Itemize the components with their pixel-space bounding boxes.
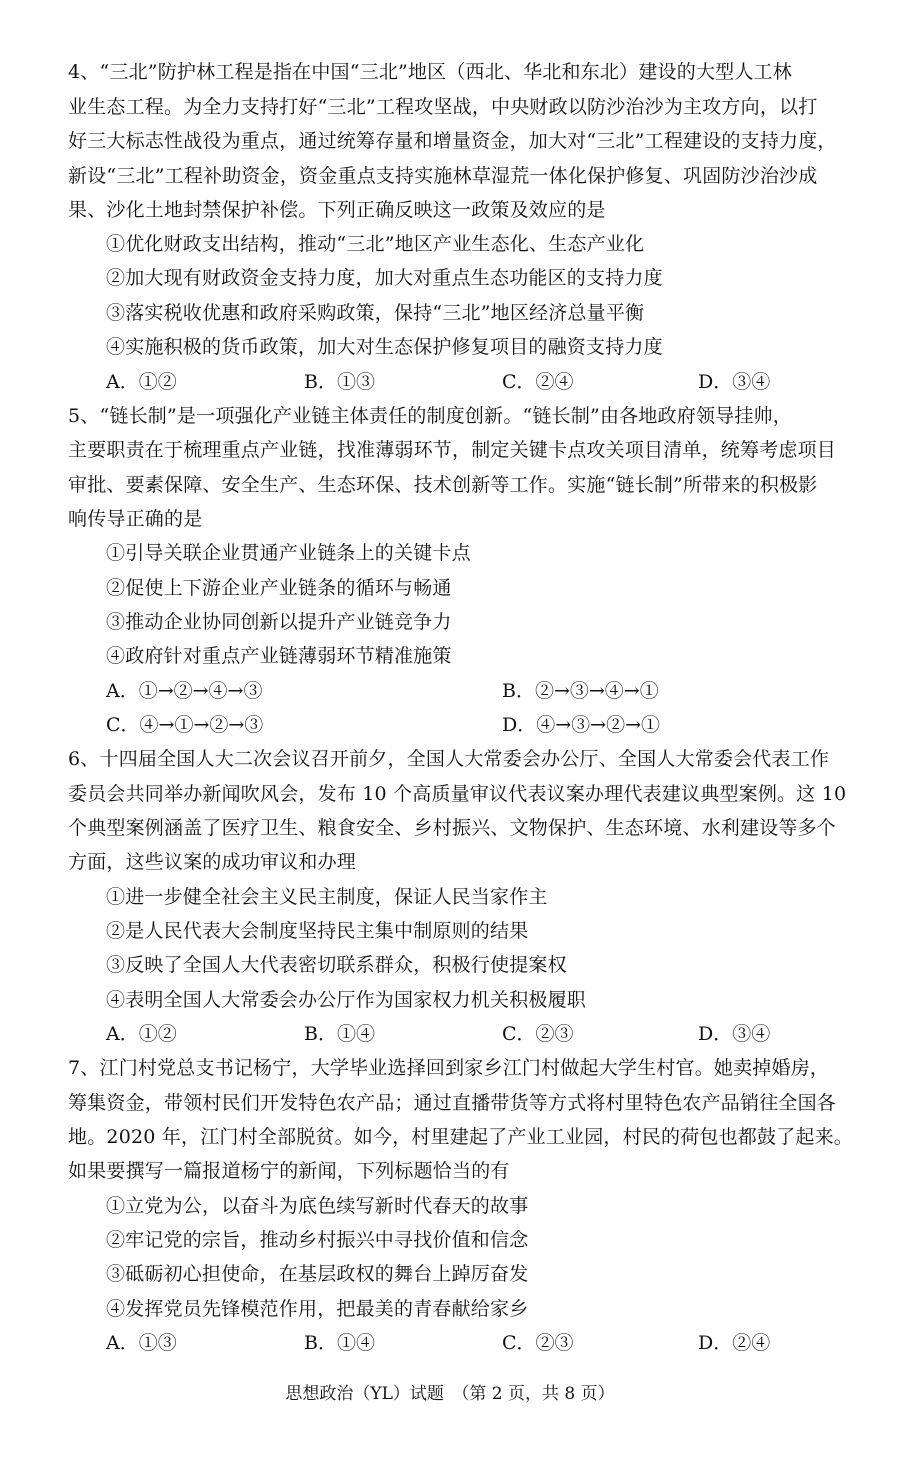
answer-option-a: A．①②	[106, 371, 177, 393]
question-text-line: 主要职责在于梳理重点产业链，找准薄弱环节，制定关键卡点攻关项目清单，统筹考虑项目	[68, 439, 837, 461]
answer-option-c: C．②③	[502, 1332, 574, 1354]
statement-item: ①优化财政支出结构，推动“三北”地区产业生态化、生态产业化	[106, 233, 645, 255]
statement-item: ④政府针对重点产业链薄弱环节精准施策	[106, 645, 452, 667]
statement-item: ④发挥党员先锋模范作用，把最美的青春献给家乡	[106, 1298, 529, 1320]
statement-item: ③落实税收优惠和政府采购政策，保持“三北”地区经济总量平衡	[106, 302, 645, 324]
question-text-line: 好三大标志性战役为重点，通过统筹存量和增量资金，加大对“三北”工程建设的支持力度，	[68, 130, 837, 152]
answer-option-b: B．①③	[304, 371, 375, 393]
question-text-line: 果、沙化土地封禁保护补偿。下列正确反映这一政策及效应的是	[68, 199, 606, 221]
answer-option-d: D．③④	[698, 1023, 771, 1045]
statement-item: ③砥砺初心担使命，在基层政权的舞台上踔厉奋发	[106, 1263, 529, 1285]
answer-option-d: D．④→③→②→①	[502, 714, 660, 736]
statement-item: ④表明全国人大常委会办公厅作为国家权力机关积极履职	[106, 989, 587, 1011]
question-text-line: 4、“三北”防护林工程是指在中国“三北”地区（西北、华北和东北）建设的大型人工林	[68, 61, 792, 83]
question-text-line: 委员会共同举办新闻吹风会，发布 10 个高质量审议代表议案办理代表建议典型案例。这 10	[68, 783, 847, 805]
answer-option-c: C．②③	[502, 1023, 574, 1045]
question-text-line: 筹集资金，带领村民们开发特色农产品；通过直播带货等方式将村里特色农产品销往全国各	[68, 1092, 837, 1114]
statement-item: ④实施积极的货币政策，加大对生态保护修复项目的融资支持力度	[106, 336, 663, 358]
question-text-line: 5、“链长制”是一项强化产业链主体责任的制度创新。“链长制”由各地政府领导挂帅，	[68, 405, 792, 427]
answer-option-c: C．④→①→②→③	[106, 714, 264, 736]
answer-option-d: D．②④	[698, 1332, 771, 1354]
question-text-line: 个典型案例涵盖了医疗卫生、粮食安全、乡村振兴、文物保护、生态环境、水利建设等多个	[68, 817, 837, 839]
question-text-line: 地。2020 年，江门村全部脱贫。如今，村里建起了产业工业园，村民的荷包也都鼓了起来。	[68, 1126, 853, 1148]
statement-item: ①立党为公，以奋斗为底色续写新时代春天的故事	[106, 1195, 529, 1217]
answer-option-a: A．①③	[106, 1332, 177, 1354]
question-text-line: 如果要撰写一篇报道杨宁的新闻，下列标题恰当的有	[68, 1160, 510, 1182]
answer-option-b: B．①④	[304, 1023, 375, 1045]
answer-option-d: D．③④	[698, 371, 771, 393]
statement-item: ①引导关联企业贯通产业链条上的关键卡点	[106, 542, 471, 564]
question-text-line: 7、江门村党总支书记杨宁，大学毕业选择回到家乡江门村做起大学生村官。她卖掉婚房，	[68, 1057, 830, 1079]
question-text-line: 审批、要素保障、安全生产、生态环保、技术创新等工作。实施“链长制”所带来的积极影	[68, 474, 818, 496]
page-footer: 思想政治（YL）试题 （第 2 页，共 8 页）	[285, 1384, 615, 1404]
statement-item: ③反映了全国人大代表密切联系群众，积极行使提案权	[106, 954, 567, 976]
statement-item: ①进一步健全社会主义民主制度，保证人民当家作主	[106, 886, 548, 908]
question-text-line: 6、十四届全国人大二次会议召开前夕，全国人大常委会办公厅、全国人大常委会代表工作	[68, 748, 830, 770]
answer-option-a: A．①→②→④→③	[106, 680, 263, 702]
statement-item: ②加大现有财政资金支持力度，加大对重点生态功能区的支持力度	[106, 267, 663, 289]
question-text-line: 新设“三北”工程补助资金，资金重点支持实施林草湿荒一体化保护修复、巩固防沙治沙成	[68, 165, 818, 187]
statement-item: ②促使上下游企业产业链条的循环与畅通	[106, 577, 452, 599]
answer-option-c: C．②④	[502, 371, 574, 393]
question-text-line: 方面，这些议案的成功审议和办理	[68, 851, 357, 873]
question-text-line: 响传导正确的是	[68, 508, 203, 530]
answer-option-a: A．①②	[106, 1023, 177, 1045]
statement-item: ③推动企业协同创新以提升产业链竞争力	[106, 611, 452, 633]
statement-item: ②牢记党的宗旨，推动乡村振兴中寻找价值和信念	[106, 1229, 529, 1251]
statement-item: ②是人民代表大会制度坚持民主集中制原则的结果	[106, 920, 529, 942]
answer-option-b: B．①④	[304, 1332, 375, 1354]
question-text-line: 业生态工程。为全力支持打好“三北”工程攻坚战，中央财政以防沙治沙为主攻方向，以打	[68, 96, 818, 118]
answer-option-b: B．②→③→④→①	[502, 680, 659, 702]
